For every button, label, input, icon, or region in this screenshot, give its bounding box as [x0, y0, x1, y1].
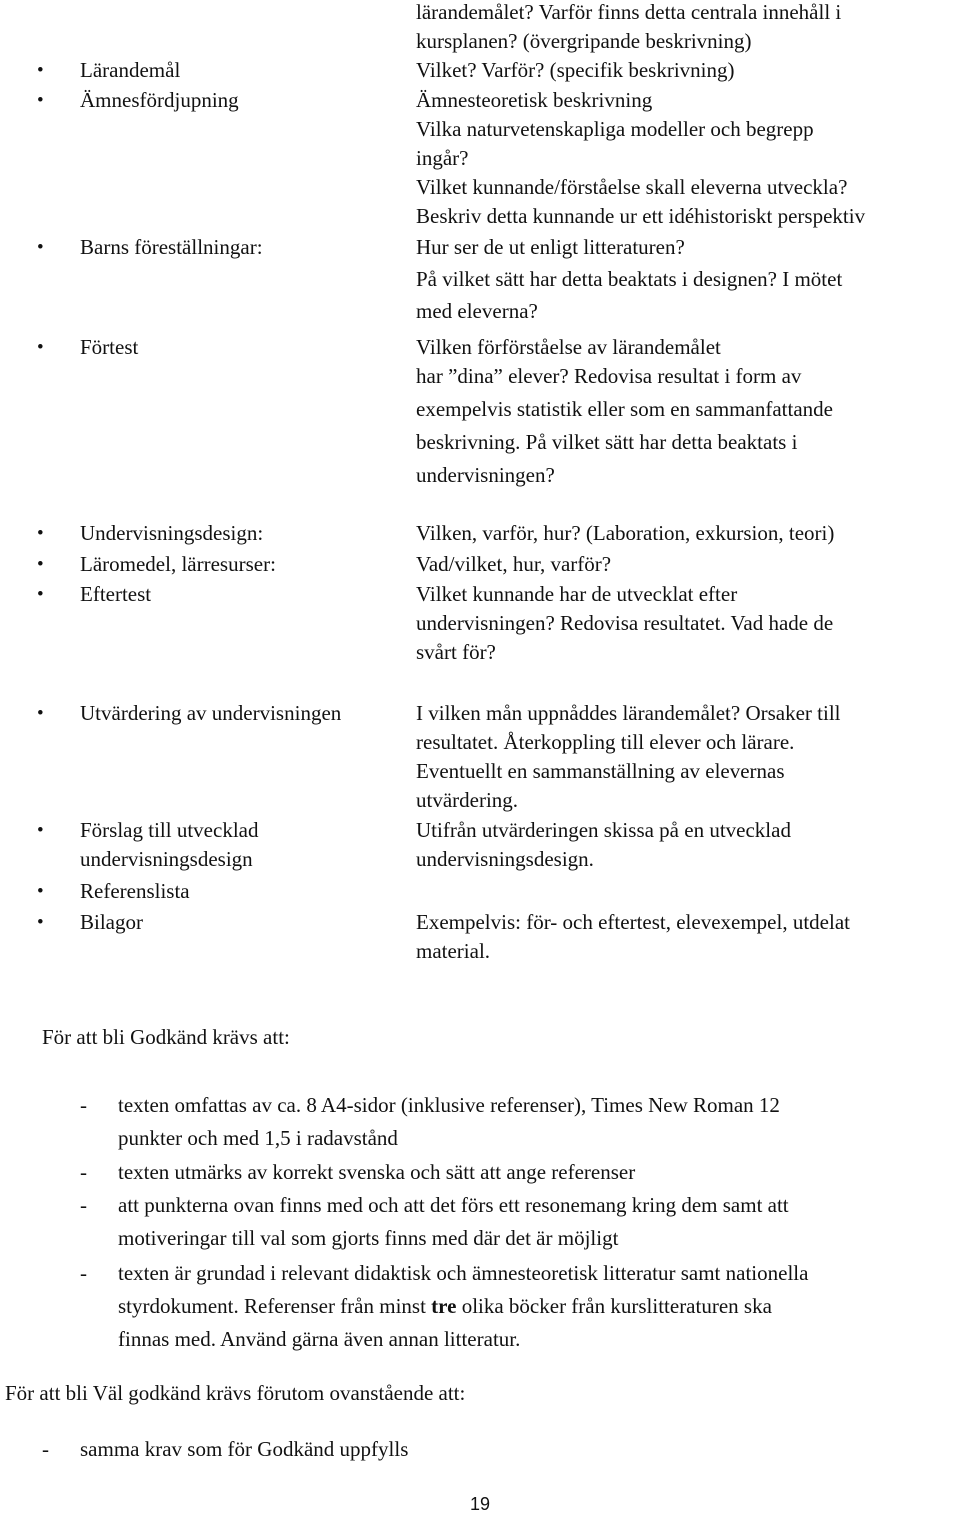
description-line: svårt för? [416, 640, 496, 664]
item-description [416, 816, 791, 874]
description-line: undervisningen? [416, 463, 555, 487]
intro-line: lärandemålet? Varför finns detta centrala innehåll i [416, 0, 842, 24]
description-line: beskrivning. På vilket sätt har detta beaktats i [416, 430, 798, 454]
point-line: texten är grundad i relevant didaktisk och ämnesteoretisk litteratur samt nationella [118, 1261, 809, 1285]
item-description [416, 333, 833, 490]
description-line: har ”dina” elever? Redovisa resultat i form av [416, 364, 802, 388]
description-line: utvärdering. [416, 788, 519, 812]
item-label: Läromedel, lärresurser: [80, 552, 276, 576]
item-label: Referenslista [80, 879, 190, 903]
item-label: Barns föreställningar: [80, 235, 263, 259]
item-description [416, 550, 611, 579]
bullet-icon: • [37, 912, 44, 933]
dash-marker: - [80, 1093, 87, 1117]
point-line: texten omfattas av ca. 8 A4-sidor (inklusive referenser), Times New Roman 12 [118, 1093, 780, 1117]
description-line: På vilket sätt har detta beaktats i designen? I mötet [416, 267, 843, 291]
point-text [118, 1189, 789, 1255]
description-line: Vilka naturvetenskapliga modeller och begrepp [416, 117, 814, 141]
intro-line: kursplanen? (övergripande beskrivning) [416, 29, 752, 53]
item-label: Undervisningsdesign: [80, 521, 264, 545]
item-label: Bilagor [80, 910, 143, 934]
description-line: exempelvis statistik eller som en sammanfattande [416, 397, 833, 421]
item-label: Lärandemål [80, 58, 181, 82]
description-line: resultatet. Återkoppling till elever och lärare. [416, 730, 795, 754]
intro-text [416, 0, 841, 56]
item-label: Eftertest [80, 582, 152, 606]
point-line: samma krav som för Godkänd uppfylls [80, 1437, 409, 1461]
description-line: Vilket kunnande har de utvecklat efter [416, 582, 738, 606]
item-label: Förslag till utvecklad [80, 818, 259, 842]
point-line: att punkterna ovan finns med och att det förs ett resonemang kring dem samt att [118, 1193, 789, 1217]
description-line: Beskriv detta kunnande ur ett idéhistoriskt perspektiv [416, 204, 866, 228]
dash-marker: - [80, 1193, 87, 1217]
item-label-continued: undervisningsdesign [80, 847, 253, 871]
item-label: Förtest [80, 335, 139, 359]
bullet-icon: • [37, 881, 44, 902]
point-line: motiveringar till val som gjorts finns med där det är möjligt [118, 1226, 619, 1250]
description-line: Vilken, varför, hur? (Laboration, exkursion, teori) [416, 521, 835, 545]
bullet-icon: • [37, 90, 44, 111]
description-line: Eventuellt en sammanställning av elevernas [416, 759, 785, 783]
bullet-icon: • [37, 60, 44, 81]
description-line: med eleverna? [416, 299, 538, 323]
point-line: punkter och med 1,5 i radavstånd [118, 1126, 398, 1150]
item-description [416, 233, 842, 326]
point-line: texten utmärks av korrekt svenska och sätt att ange referenser [118, 1160, 636, 1184]
description-line: Utifrån utvärderingen skissa på en utvecklad [416, 818, 791, 842]
dash-marker: - [42, 1437, 49, 1461]
page-number: 19 [469, 1494, 491, 1514]
point-text [80, 1433, 408, 1466]
description-line: ingår? [416, 146, 469, 170]
item-label: Ämnesfördjupning [80, 88, 239, 112]
godkand-heading: För att bli Godkänd krävs att: [42, 1025, 290, 1049]
description-line: Vad/vilket, hur, varför? [416, 552, 612, 576]
dash-marker: - [80, 1261, 87, 1285]
item-description [416, 56, 735, 85]
point-text-fragment: olika böcker från kurslitteraturen ska [456, 1294, 772, 1318]
description-line: Exempelvis: för- och eftertest, elevexempel, utdelat [416, 910, 850, 934]
description-line: Hur ser de ut enligt litteraturen? [416, 235, 685, 259]
description-line: material. [416, 939, 491, 963]
item-description [416, 699, 841, 815]
item-description [416, 580, 833, 667]
description-line: undervisningen? Redovisa resultatet. Vad hade de [416, 611, 834, 635]
item-description [416, 86, 865, 231]
description-line: I vilken mån uppnåddes lärandemålet? Orsaker till [416, 701, 841, 725]
point-text [118, 1257, 808, 1356]
item-label: Utvärdering av undervisningen [80, 701, 342, 725]
description-line: Vilket kunnande/förståelse skall eleverna utveckla? [416, 175, 848, 199]
description-line: undervisningsdesign. [416, 847, 594, 871]
item-description [416, 519, 834, 548]
emphasis-text: tre [431, 1294, 457, 1318]
val-godkand-heading: För att bli Väl godkänd krävs förutom ovanstående att: [5, 1381, 466, 1405]
bullet-icon: • [37, 337, 44, 358]
bullet-icon: • [37, 703, 44, 724]
point-line [118, 1290, 808, 1323]
bullet-icon: • [37, 237, 44, 258]
point-text [118, 1156, 635, 1189]
point-text [118, 1089, 780, 1155]
item-description [416, 908, 850, 966]
dash-marker: - [80, 1160, 87, 1184]
description-line: Ämnesteoretisk beskrivning [416, 88, 653, 112]
bullet-icon: • [37, 523, 44, 544]
description-line: Vilket? Varför? (specifik beskrivning) [416, 58, 735, 82]
bullet-icon: • [37, 820, 44, 841]
bullet-icon: • [37, 554, 44, 575]
point-line: finnas med. Använd gärna även annan litteratur. [118, 1327, 521, 1351]
description-line: Vilken förförståelse av lärandemålet [416, 335, 721, 359]
point-text-fragment: styrdokument. Referenser från minst [118, 1294, 432, 1318]
bullet-icon: • [37, 584, 44, 605]
